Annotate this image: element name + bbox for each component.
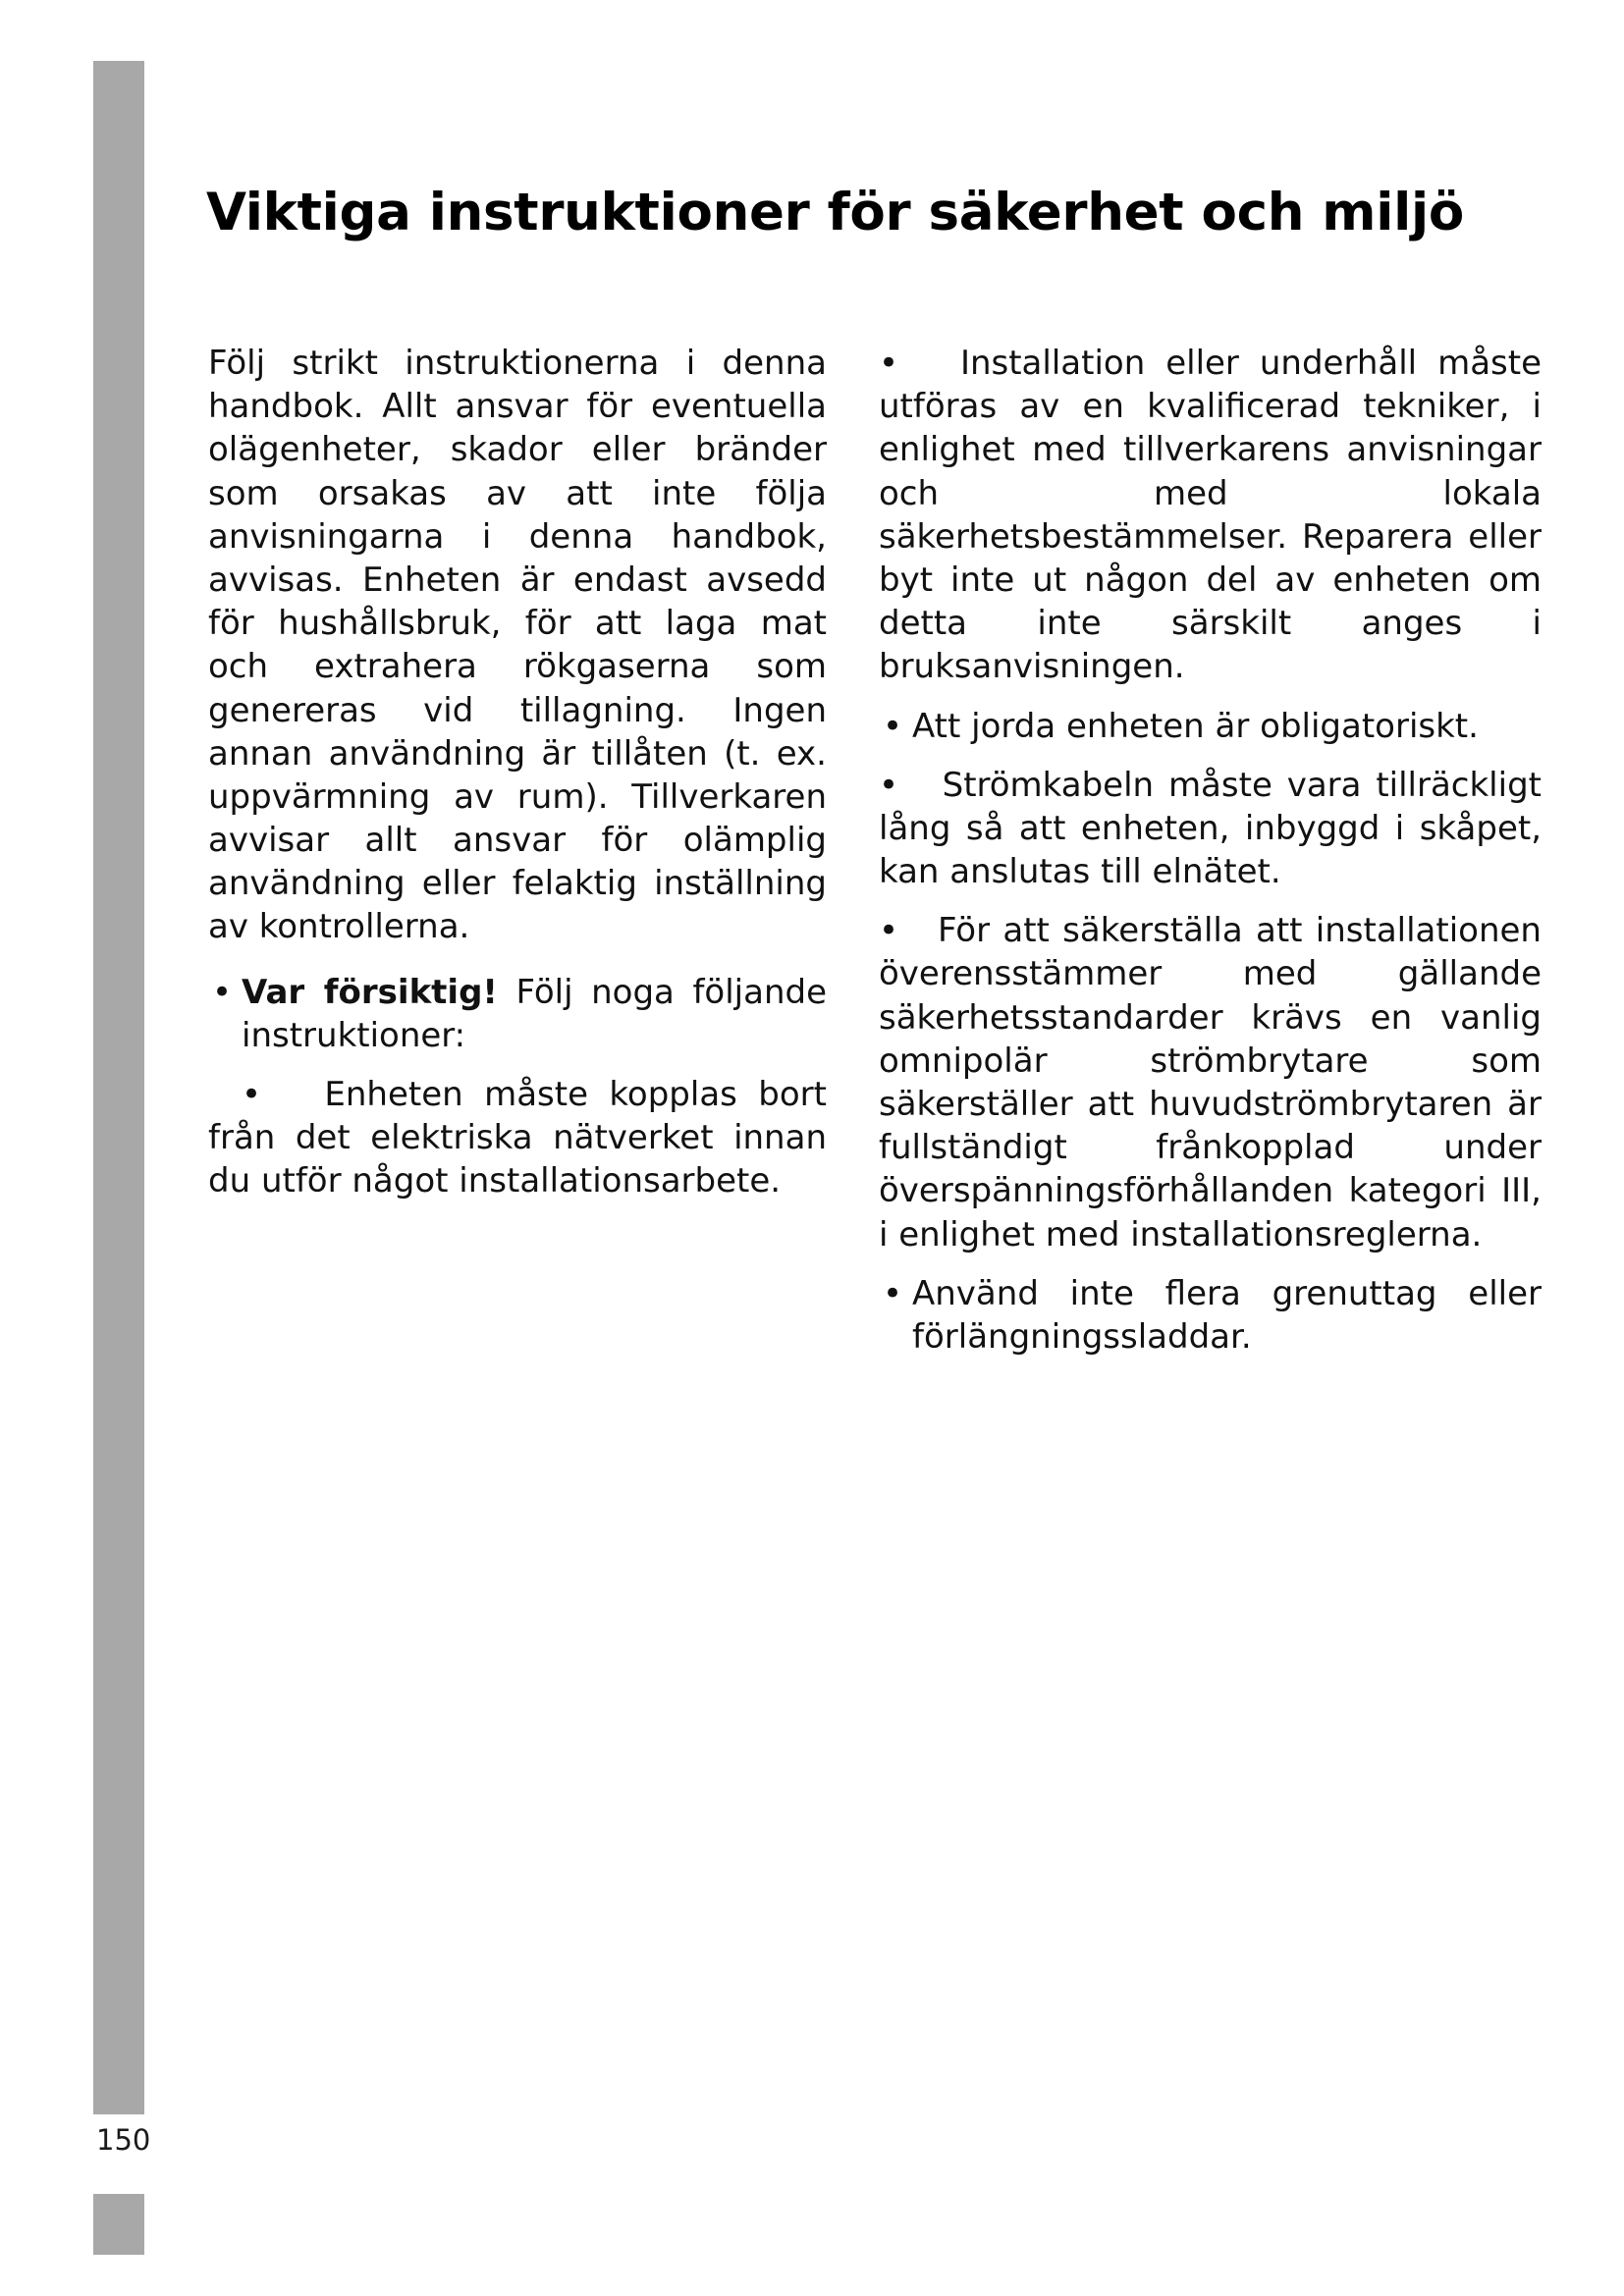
- right-item-5-text: Använd inte flera grenuttag eller förlängningssladdar.: [912, 1273, 1542, 1357]
- bullet-icon: •: [879, 344, 899, 383]
- bullet-icon: •: [242, 1075, 262, 1114]
- caution-text: Följ noga följande instruktioner:: [242, 972, 827, 1055]
- left-item-1: [208, 1073, 827, 1203]
- left-item-1-text: Enheten måste kopplas bort från det elektriska nätverket innan du utför något installationsarbete.: [208, 1075, 827, 1201]
- right-item-1: [879, 342, 1542, 689]
- page-side-bar-footer: [93, 2194, 144, 2255]
- intro-paragraph: Följ strikt instruktionerna i denna handbok. Allt ansvar för eventuella olägenheter, skador eller bränder som orsakas av att inte följa anvisningarna i denna handbok, avvisas. Enheten är endast avsedd för hushållsbruk, för att laga mat och extrahera rökgaserna som genereras vid tillagning. Ingen annan användning är tillåten (t. ex. uppvärmning av rum). Tillverkaren avvisar allt ansvar för olämplig användning eller felaktig inställning av kontrollerna.: [208, 344, 827, 947]
- bullet-icon: •: [879, 765, 899, 805]
- caution-label: Var försiktig!: [242, 972, 498, 1012]
- right-item-4: [879, 909, 1542, 1256]
- right-item-3: [879, 764, 1542, 894]
- page-title: Viktiga instruktioner för säkerhet och miljö: [206, 182, 1464, 242]
- bullet-icon: •: [212, 972, 233, 1012]
- left-column: [208, 342, 827, 1203]
- page-side-bar: [93, 61, 144, 2114]
- page-number: 150: [96, 2123, 151, 2157]
- right-item-2-text: Att jorda enheten är obligatoriskt.: [912, 706, 1479, 746]
- caution-item: [208, 971, 827, 1057]
- right-column: [879, 342, 1542, 1359]
- right-item-1-text: Installation eller underhåll måste utföras av en kvalificerad tekniker, i enlighet med tillverkarens anvisningar och med lokala säkerhetsbestämmelser. Reparera eller byt inte ut någon del av enheten om detta inte särskilt anges i bruksanvisningen.: [879, 344, 1542, 687]
- right-item-3-text: Strömkabeln måste vara tillräckligt lång så att enheten, inbyggd i skåpet, kan anslutas till elnätet.: [879, 765, 1542, 892]
- bullet-icon: •: [879, 911, 899, 951]
- right-item-5: [879, 1272, 1542, 1359]
- right-item-4-text: För att säkerställa att installationen överensstämmer med gällande säkerhetsstandarder krävs en vanlig omnipolär strömbrytare som säkerställer att huvudströmbrytaren är fullständigt frånkopplad under överspänningsförhållanden kategori III, i enlighet med installationsreglerna.: [879, 911, 1542, 1255]
- bullet-icon: •: [883, 706, 903, 746]
- right-item-2: [879, 705, 1542, 748]
- bullet-icon: •: [883, 1273, 903, 1313]
